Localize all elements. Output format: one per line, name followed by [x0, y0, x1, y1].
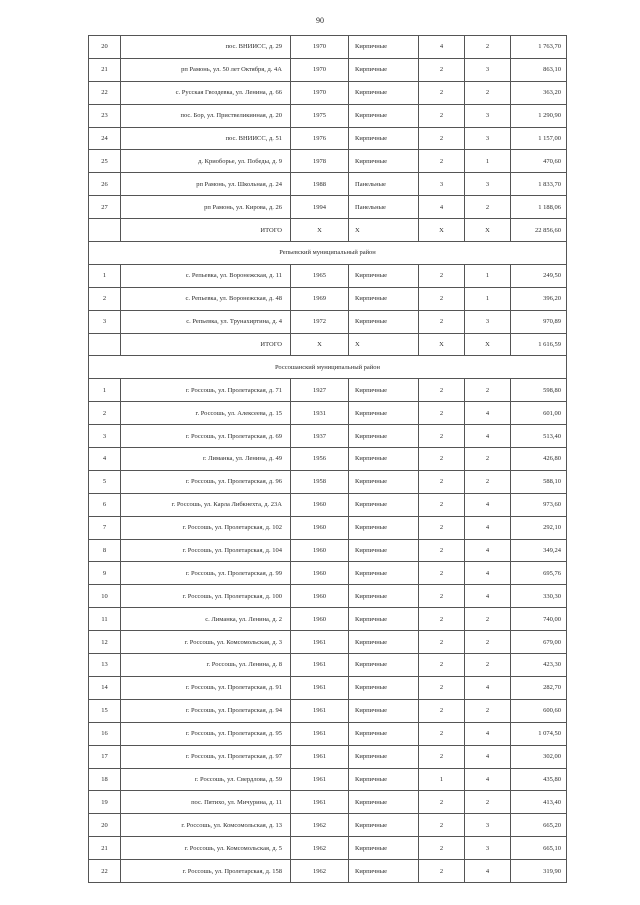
- row-address: г. Россошь, ул. Алексеева, д. 15: [121, 402, 291, 425]
- row-floors: 2: [419, 287, 465, 310]
- row-area: 601,00: [511, 402, 567, 425]
- table-row: [89, 470, 567, 493]
- row-floors: 2: [419, 402, 465, 425]
- row-entrances: 2: [465, 470, 511, 493]
- row-number: 26: [89, 173, 121, 196]
- row-area: 863,10: [511, 58, 567, 81]
- row-entrances: 4: [465, 493, 511, 516]
- row-entrances: 4: [465, 562, 511, 585]
- table-row: [89, 173, 567, 196]
- row-floors: 2: [419, 104, 465, 127]
- row-area: 588,10: [511, 470, 567, 493]
- table-row: [89, 127, 567, 150]
- row-address: с. Русская Гвоздевка, ул. Ленина, д. 66: [121, 81, 291, 104]
- row-area: 1 616,59: [511, 333, 567, 356]
- row-area: 665,20: [511, 814, 567, 837]
- table-row: [89, 81, 567, 104]
- row-floors: 2: [419, 631, 465, 654]
- table-row: [89, 837, 567, 860]
- row-area: 970,89: [511, 310, 567, 333]
- row-address: г. Россошь, ул. Пролетарская, д. 94: [121, 699, 291, 722]
- row-material: Кирпичные: [349, 814, 419, 837]
- row-material: Панельные: [349, 196, 419, 219]
- row-year: 1961: [291, 791, 349, 814]
- row-entrances: 1: [465, 264, 511, 287]
- row-material: Панельные: [349, 173, 419, 196]
- row-floors: 4: [419, 196, 465, 219]
- row-floors: 2: [419, 516, 465, 539]
- row-area: 1 290,90: [511, 104, 567, 127]
- row-entrances: 2: [465, 448, 511, 471]
- section-header: [89, 242, 567, 265]
- row-number: 11: [89, 608, 121, 631]
- table-row: [89, 585, 567, 608]
- row-area: 973,60: [511, 493, 567, 516]
- table-row: [89, 196, 567, 219]
- row-year: 1961: [291, 631, 349, 654]
- row-year: 1972: [291, 310, 349, 333]
- row-entrances: 2: [465, 699, 511, 722]
- row-address: г. Россошь, ул. Пролетарская, д. 69: [121, 425, 291, 448]
- table-row: [89, 58, 567, 81]
- row-floors: 2: [419, 448, 465, 471]
- row-year: 1961: [291, 676, 349, 699]
- row-area: 249,50: [511, 264, 567, 287]
- row-year: 1931: [291, 402, 349, 425]
- registry-body: [89, 36, 567, 883]
- row-year: Х: [291, 333, 349, 356]
- row-year: 1961: [291, 722, 349, 745]
- row-entrances: 2: [465, 196, 511, 219]
- row-number: 12: [89, 631, 121, 654]
- row-area: 740,00: [511, 608, 567, 631]
- row-address: г. Россошь, ул. Пролетарская, д. 91: [121, 676, 291, 699]
- row-material: Кирпичные: [349, 745, 419, 768]
- housing-registry-table: [88, 35, 567, 883]
- row-area: 426,80: [511, 448, 567, 471]
- row-material: Кирпичные: [349, 36, 419, 59]
- row-year: 1970: [291, 81, 349, 104]
- row-entrances: 2: [465, 379, 511, 402]
- table-row: [89, 631, 567, 654]
- row-year: 1960: [291, 585, 349, 608]
- row-material: Кирпичные: [349, 654, 419, 677]
- row-material: Кирпичные: [349, 104, 419, 127]
- row-year: 1961: [291, 654, 349, 677]
- row-year: 1965: [291, 264, 349, 287]
- table-row: [89, 36, 567, 59]
- row-year: 1960: [291, 608, 349, 631]
- row-floors: 2: [419, 585, 465, 608]
- row-material: Кирпичные: [349, 58, 419, 81]
- row-floors: 2: [419, 654, 465, 677]
- row-material: Кирпичные: [349, 608, 419, 631]
- row-material: Кирпичные: [349, 150, 419, 173]
- row-floors: 2: [419, 425, 465, 448]
- row-area: 292,10: [511, 516, 567, 539]
- row-entrances: 4: [465, 585, 511, 608]
- row-material: Кирпичные: [349, 722, 419, 745]
- row-area: 1 763,70: [511, 36, 567, 59]
- row-material: Кирпичные: [349, 699, 419, 722]
- row-number: 27: [89, 196, 121, 219]
- row-address: г. Россошь, ул. Пролетарская, д. 95: [121, 722, 291, 745]
- row-floors: 4: [419, 36, 465, 59]
- row-address: д. Криоборье, ул. Победы, д. 9: [121, 150, 291, 173]
- row-year: 1961: [291, 768, 349, 791]
- row-address: г. Россошь, ул. Пролетарская, д. 96: [121, 470, 291, 493]
- row-entrances: 3: [465, 173, 511, 196]
- row-number: 8: [89, 539, 121, 562]
- table-row: [89, 425, 567, 448]
- row-floors: 3: [419, 173, 465, 196]
- row-area: 1 833,70: [511, 173, 567, 196]
- row-number: 5: [89, 470, 121, 493]
- row-area: 319,90: [511, 860, 567, 883]
- total-row: [89, 333, 567, 356]
- table-row: [89, 310, 567, 333]
- row-entrances: 3: [465, 58, 511, 81]
- row-area: 600,60: [511, 699, 567, 722]
- row-year: 1988: [291, 173, 349, 196]
- row-entrances: 1: [465, 287, 511, 310]
- row-floors: 2: [419, 127, 465, 150]
- row-material: Кирпичные: [349, 837, 419, 860]
- row-address: г. Россошь, ул. Комсомольская, д. 5: [121, 837, 291, 860]
- row-number: 10: [89, 585, 121, 608]
- row-floors: Х: [419, 333, 465, 356]
- row-entrances: 3: [465, 837, 511, 860]
- row-address: г. Россошь, ул. Пролетарская, д. 97: [121, 745, 291, 768]
- row-address: г. Россошь, ул. Пролетарская, д. 158: [121, 860, 291, 883]
- row-area: 396,20: [511, 287, 567, 310]
- row-entrances: 4: [465, 516, 511, 539]
- row-material: Кирпичные: [349, 562, 419, 585]
- row-address: г. Россошь, ул. Карла Либкнехта, д. 23А: [121, 493, 291, 516]
- row-address: ИТОГО: [121, 333, 291, 356]
- row-number: 3: [89, 310, 121, 333]
- row-floors: Х: [419, 219, 465, 242]
- row-floors: 2: [419, 745, 465, 768]
- row-floors: 2: [419, 379, 465, 402]
- row-year: 1962: [291, 860, 349, 883]
- row-year: 1975: [291, 104, 349, 127]
- row-entrances: 2: [465, 36, 511, 59]
- row-material: Х: [349, 333, 419, 356]
- row-address: рп Рамонь, ул. Кирова, д. 26: [121, 196, 291, 219]
- row-entrances: 3: [465, 310, 511, 333]
- row-entrances: Х: [465, 219, 511, 242]
- row-entrances: 4: [465, 745, 511, 768]
- row-area: 363,20: [511, 81, 567, 104]
- row-number: [89, 333, 121, 356]
- row-address: пос. Пятихо, ул. Мичурина, д. 11: [121, 791, 291, 814]
- row-material: Кирпичные: [349, 448, 419, 471]
- row-area: 470,60: [511, 150, 567, 173]
- row-number: 21: [89, 837, 121, 860]
- row-floors: 2: [419, 722, 465, 745]
- row-entrances: 4: [465, 402, 511, 425]
- row-material: Кирпичные: [349, 631, 419, 654]
- row-address: г. Россошь, ул. Свердлова, д. 59: [121, 768, 291, 791]
- row-floors: 2: [419, 264, 465, 287]
- row-material: Кирпичные: [349, 287, 419, 310]
- row-year: Х: [291, 219, 349, 242]
- row-number: 6: [89, 493, 121, 516]
- table-row: [89, 654, 567, 677]
- table-row: [89, 104, 567, 127]
- row-area: 665,10: [511, 837, 567, 860]
- row-year: 1960: [291, 539, 349, 562]
- row-floors: 2: [419, 58, 465, 81]
- table-row: [89, 860, 567, 883]
- row-material: Кирпичные: [349, 81, 419, 104]
- row-area: 695,76: [511, 562, 567, 585]
- table-row: [89, 608, 567, 631]
- row-floors: 2: [419, 310, 465, 333]
- row-floors: 2: [419, 837, 465, 860]
- row-number: 25: [89, 150, 121, 173]
- row-material: Кирпичные: [349, 127, 419, 150]
- row-floors: 2: [419, 81, 465, 104]
- table-row: [89, 699, 567, 722]
- row-floors: 2: [419, 150, 465, 173]
- row-material: Кирпичные: [349, 425, 419, 448]
- row-address: с. Лиманка, ул. Ленина, д. 2: [121, 608, 291, 631]
- row-year: 1961: [291, 699, 349, 722]
- row-number: 21: [89, 58, 121, 81]
- row-number: 7: [89, 516, 121, 539]
- row-number: 1: [89, 264, 121, 287]
- row-area: 282,70: [511, 676, 567, 699]
- row-address: г. Россошь, ул. Комсомольская, д. 3: [121, 631, 291, 654]
- row-entrances: 3: [465, 127, 511, 150]
- row-number: 18: [89, 768, 121, 791]
- row-area: 330,30: [511, 585, 567, 608]
- row-area: 1 188,06: [511, 196, 567, 219]
- row-material: Кирпичные: [349, 470, 419, 493]
- row-number: 17: [89, 745, 121, 768]
- row-material: Кирпичные: [349, 379, 419, 402]
- row-address: ИТОГО: [121, 219, 291, 242]
- table-row: [89, 287, 567, 310]
- table-row: [89, 791, 567, 814]
- row-number: 9: [89, 562, 121, 585]
- row-area: 302,00: [511, 745, 567, 768]
- row-floors: 2: [419, 493, 465, 516]
- row-entrances: 4: [465, 860, 511, 883]
- table-row: [89, 539, 567, 562]
- row-address: г. Россошь, ул. Пролетарская, д. 100: [121, 585, 291, 608]
- row-entrances: 1: [465, 150, 511, 173]
- row-year: 1962: [291, 837, 349, 860]
- row-number: 16: [89, 722, 121, 745]
- row-entrances: 4: [465, 768, 511, 791]
- row-area: 22 856,60: [511, 219, 567, 242]
- row-address: с. Репьевка, ул. Воронежская, д. 11: [121, 264, 291, 287]
- row-floors: 2: [419, 676, 465, 699]
- row-address: пос. ВНИИСС, д. 29: [121, 36, 291, 59]
- row-floors: 2: [419, 699, 465, 722]
- row-address: с. Репьевка, ул. Воронежская, д. 48: [121, 287, 291, 310]
- row-material: Х: [349, 219, 419, 242]
- table-row: [89, 516, 567, 539]
- row-material: Кирпичные: [349, 493, 419, 516]
- table-row: [89, 493, 567, 516]
- row-area: 423,30: [511, 654, 567, 677]
- table-row: [89, 745, 567, 768]
- row-entrances: 4: [465, 539, 511, 562]
- row-year: 1970: [291, 58, 349, 81]
- row-year: 1969: [291, 287, 349, 310]
- row-year: 1958: [291, 470, 349, 493]
- row-address: г. Лиманка, ул. Ленина, д. 49: [121, 448, 291, 471]
- row-address: г. Россошь, ул. Ленина, д. 8: [121, 654, 291, 677]
- row-number: 2: [89, 402, 121, 425]
- row-material: Кирпичные: [349, 310, 419, 333]
- row-number: 23: [89, 104, 121, 127]
- row-number: 22: [89, 860, 121, 883]
- row-area: 598,80: [511, 379, 567, 402]
- row-floors: 1: [419, 768, 465, 791]
- section-title: Репьевский муниципальный район: [89, 242, 567, 265]
- row-number: 2: [89, 287, 121, 310]
- row-year: 1976: [291, 127, 349, 150]
- row-number: 4: [89, 448, 121, 471]
- row-year: 1960: [291, 562, 349, 585]
- row-address: г. Россошь, ул. Пролетарская, д. 71: [121, 379, 291, 402]
- row-entrances: 2: [465, 608, 511, 631]
- row-area: 349,24: [511, 539, 567, 562]
- page-number: 90: [316, 16, 324, 25]
- row-entrances: 3: [465, 814, 511, 837]
- row-entrances: 4: [465, 722, 511, 745]
- row-floors: 2: [419, 791, 465, 814]
- row-number: 3: [89, 425, 121, 448]
- row-number: 15: [89, 699, 121, 722]
- row-address: пос. Бор, ул. Приствеликинная, д. 20: [121, 104, 291, 127]
- total-row: [89, 219, 567, 242]
- row-material: Кирпичные: [349, 264, 419, 287]
- row-floors: 2: [419, 814, 465, 837]
- row-area: 679,00: [511, 631, 567, 654]
- row-number: 20: [89, 36, 121, 59]
- row-entrances: Х: [465, 333, 511, 356]
- row-area: 413,40: [511, 791, 567, 814]
- table-row: [89, 676, 567, 699]
- row-area: 513,40: [511, 425, 567, 448]
- row-number: 14: [89, 676, 121, 699]
- table-row: [89, 768, 567, 791]
- row-year: 1937: [291, 425, 349, 448]
- row-floors: 2: [419, 562, 465, 585]
- table-row: [89, 264, 567, 287]
- row-entrances: 2: [465, 81, 511, 104]
- row-year: 1927: [291, 379, 349, 402]
- row-area: 1 074,50: [511, 722, 567, 745]
- row-floors: 2: [419, 860, 465, 883]
- row-floors: 2: [419, 470, 465, 493]
- row-floors: 2: [419, 608, 465, 631]
- row-year: 1970: [291, 36, 349, 59]
- row-number: 22: [89, 81, 121, 104]
- row-entrances: 2: [465, 791, 511, 814]
- row-material: Кирпичные: [349, 585, 419, 608]
- row-entrances: 4: [465, 425, 511, 448]
- table-row: [89, 448, 567, 471]
- row-number: 13: [89, 654, 121, 677]
- table-row: [89, 150, 567, 173]
- row-area: 1 157,00: [511, 127, 567, 150]
- row-year: 1978: [291, 150, 349, 173]
- row-year: 1961: [291, 745, 349, 768]
- row-address: с. Репьевка, ул. Трунахиртина, д. 4: [121, 310, 291, 333]
- table-row: [89, 814, 567, 837]
- row-number: 19: [89, 791, 121, 814]
- row-year: 1960: [291, 516, 349, 539]
- section-header: [89, 356, 567, 379]
- row-address: рп Рамонь, ул. Школьная, д. 24: [121, 173, 291, 196]
- row-material: Кирпичные: [349, 768, 419, 791]
- row-year: 1962: [291, 814, 349, 837]
- row-address: г. Россошь, ул. Пролетарская, д. 99: [121, 562, 291, 585]
- row-material: Кирпичные: [349, 516, 419, 539]
- row-year: 1994: [291, 196, 349, 219]
- row-address: пос. ВНИИСС, д. 51: [121, 127, 291, 150]
- row-material: Кирпичные: [349, 860, 419, 883]
- table-row: [89, 402, 567, 425]
- row-address: г. Россошь, ул. Комсомольская, д. 13: [121, 814, 291, 837]
- row-number: 20: [89, 814, 121, 837]
- row-floors: 2: [419, 539, 465, 562]
- row-material: Кирпичные: [349, 539, 419, 562]
- table-row: [89, 722, 567, 745]
- row-entrances: 2: [465, 654, 511, 677]
- section-title: Россошанский муниципальный район: [89, 356, 567, 379]
- row-number: 24: [89, 127, 121, 150]
- row-year: 1956: [291, 448, 349, 471]
- row-number: [89, 219, 121, 242]
- row-address: г. Россошь, ул. Пролетарская, д. 102: [121, 516, 291, 539]
- table-row: [89, 562, 567, 585]
- row-material: Кирпичные: [349, 676, 419, 699]
- row-entrances: 3: [465, 104, 511, 127]
- row-number: 1: [89, 379, 121, 402]
- row-material: Кирпичные: [349, 791, 419, 814]
- row-entrances: 4: [465, 676, 511, 699]
- row-year: 1960: [291, 493, 349, 516]
- row-entrances: 2: [465, 631, 511, 654]
- row-address: г. Россошь, ул. Пролетарская, д. 104: [121, 539, 291, 562]
- table-row: [89, 379, 567, 402]
- row-material: Кирпичные: [349, 402, 419, 425]
- row-area: 435,80: [511, 768, 567, 791]
- row-address: рп Рамонь, ул. 50 лет Октября, д. 4А: [121, 58, 291, 81]
